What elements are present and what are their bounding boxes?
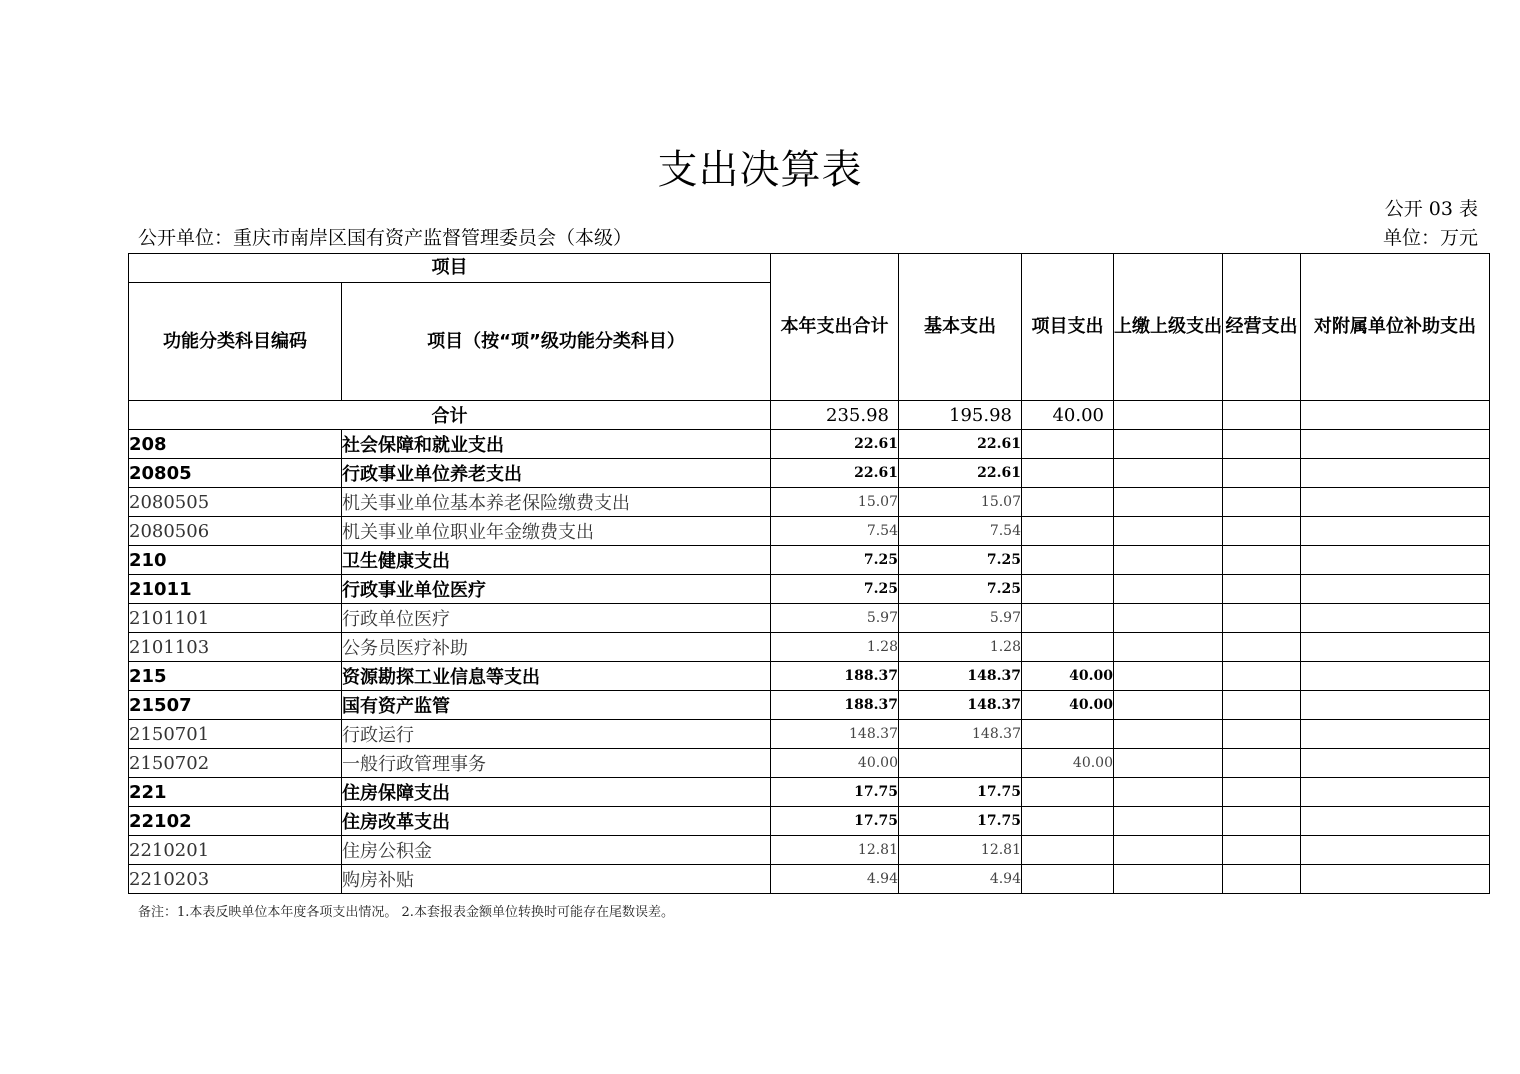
row-business [1223,807,1301,836]
table-row [129,546,1490,575]
total-label: 合计 [129,401,771,430]
header-basic: 基本支出 [899,254,1022,401]
row-name: 社会保障和就业支出 [342,430,771,459]
row-name: 机关事业单位职业年金缴费支出 [342,517,771,546]
row-business [1223,749,1301,778]
row-code: 2080506 [129,517,342,546]
row-business [1223,604,1301,633]
row-code: 215 [129,662,342,691]
row-basic [899,749,1022,778]
row-project [1022,459,1114,488]
row-name: 资源勘探工业信息等支出 [342,662,771,691]
header-code: 功能分类科目编码 [129,283,342,401]
row-project [1022,836,1114,865]
row-total: 188.37 [771,691,899,720]
row-code: 2101101 [129,604,342,633]
row-basic: 17.75 [899,778,1022,807]
row-project [1022,604,1114,633]
reporting-unit: 公开单位：重庆市南岸区国有资产监督管理委员会（本级） [138,227,633,249]
row-upper [1114,604,1223,633]
table-row [129,691,1490,720]
row-project [1022,546,1114,575]
row-total: 22.61 [771,459,899,488]
total-basic: 195.98 [899,401,1022,430]
row-basic: 22.61 [899,430,1022,459]
row-project: 40.00 [1022,749,1114,778]
row-name: 住房公积金 [342,836,771,865]
row-total: 148.37 [771,720,899,749]
row-name: 行政事业单位养老支出 [342,459,771,488]
row-name: 一般行政管理事务 [342,749,771,778]
row-subsidy [1301,604,1490,633]
row-basic: 148.37 [899,691,1022,720]
row-basic: 7.25 [899,575,1022,604]
row-upper [1114,662,1223,691]
row-project [1022,517,1114,546]
row-total: 7.25 [771,575,899,604]
row-total: 17.75 [771,778,899,807]
row-basic: 148.37 [899,720,1022,749]
table-row [129,575,1490,604]
row-code: 20805 [129,459,342,488]
table-row [129,430,1490,459]
row-total: 22.61 [771,430,899,459]
row-upper [1114,488,1223,517]
row-business [1223,430,1301,459]
table-row [129,633,1490,662]
row-total: 12.81 [771,836,899,865]
row-business [1223,633,1301,662]
row-name: 住房改革支出 [342,807,771,836]
row-name: 行政单位医疗 [342,604,771,633]
table-row [129,749,1490,778]
row-code: 2150701 [129,720,342,749]
row-business [1223,778,1301,807]
row-business [1223,836,1301,865]
row-basic: 12.81 [899,836,1022,865]
row-upper [1114,865,1223,894]
row-upper [1114,633,1223,662]
row-subsidy [1301,807,1490,836]
row-business [1223,575,1301,604]
header-name: 项目（按“项”级功能分类科目） [342,283,771,401]
row-subsidy [1301,749,1490,778]
header-total: 本年支出合计 [771,254,899,401]
total-subsidy [1301,401,1490,430]
table-row [129,836,1490,865]
row-upper [1114,575,1223,604]
row-name: 行政事业单位医疗 [342,575,771,604]
page-title: 支出决算表 [657,147,863,193]
row-business [1223,459,1301,488]
row-subsidy [1301,691,1490,720]
table-row [129,720,1490,749]
header-subsidy: 对附属单位补助支出 [1301,254,1490,401]
total-business [1223,401,1301,430]
table-row [129,865,1490,894]
expenditure-table [128,253,1490,894]
header-business: 经营支出 [1223,254,1301,401]
row-total: 5.97 [771,604,899,633]
row-name: 卫生健康支出 [342,546,771,575]
row-total: 40.00 [771,749,899,778]
row-code: 2080505 [129,488,342,517]
row-project [1022,865,1114,894]
row-project [1022,633,1114,662]
row-upper [1114,430,1223,459]
row-subsidy [1301,720,1490,749]
row-code: 2150702 [129,749,342,778]
total-project: 40.00 [1022,401,1114,430]
header-upper: 上缴上级支出 [1114,254,1223,401]
row-total: 7.25 [771,546,899,575]
row-code: 22102 [129,807,342,836]
row-basic: 22.61 [899,459,1022,488]
row-total: 17.75 [771,807,899,836]
row-upper [1114,749,1223,778]
row-code: 208 [129,430,342,459]
row-code: 2210201 [129,836,342,865]
row-basic: 148.37 [899,662,1022,691]
row-total: 7.54 [771,517,899,546]
table-row [129,488,1490,517]
row-basic: 7.25 [899,546,1022,575]
footnote: 备注：1.本表反映单位本年度各项支出情况。 2.本套报表金额单位转换时可能存在尾数误差。 [138,905,674,920]
row-code: 21507 [129,691,342,720]
row-business [1223,488,1301,517]
row-subsidy [1301,778,1490,807]
row-business [1223,691,1301,720]
row-upper [1114,720,1223,749]
row-business [1223,865,1301,894]
row-project [1022,720,1114,749]
row-name: 公务员医疗补助 [342,633,771,662]
row-project: 40.00 [1022,691,1114,720]
row-subsidy [1301,575,1490,604]
header-project-group: 项目 [129,254,771,283]
row-name: 机关事业单位基本养老保险缴费支出 [342,488,771,517]
row-subsidy [1301,662,1490,691]
row-project [1022,807,1114,836]
row-basic: 5.97 [899,604,1022,633]
row-basic: 17.75 [899,807,1022,836]
table-row [129,517,1490,546]
row-upper [1114,691,1223,720]
row-upper [1114,517,1223,546]
row-code: 2210203 [129,865,342,894]
row-basic: 4.94 [899,865,1022,894]
total-upper [1114,401,1223,430]
table-row [129,459,1490,488]
row-name: 购房补贴 [342,865,771,894]
row-code: 210 [129,546,342,575]
row-name: 行政运行 [342,720,771,749]
row-project [1022,575,1114,604]
row-subsidy [1301,546,1490,575]
row-subsidy [1301,865,1490,894]
row-project: 40.00 [1022,662,1114,691]
row-subsidy [1301,459,1490,488]
row-name: 住房保障支出 [342,778,771,807]
row-project [1022,778,1114,807]
table-row [129,604,1490,633]
row-subsidy [1301,836,1490,865]
row-business [1223,546,1301,575]
row-basic: 1.28 [899,633,1022,662]
total-row [129,401,1490,430]
row-subsidy [1301,488,1490,517]
row-upper [1114,807,1223,836]
row-upper [1114,836,1223,865]
row-code: 221 [129,778,342,807]
row-basic: 15.07 [899,488,1022,517]
table-row [129,662,1490,691]
row-upper [1114,546,1223,575]
row-total: 188.37 [771,662,899,691]
row-subsidy [1301,517,1490,546]
form-number: 公开 03 表 [1384,198,1478,220]
row-subsidy [1301,430,1490,459]
row-name: 国有资产监管 [342,691,771,720]
table-row [129,778,1490,807]
row-total: 15.07 [771,488,899,517]
row-code: 21011 [129,575,342,604]
row-project [1022,430,1114,459]
row-upper [1114,778,1223,807]
total-amount: 235.98 [771,401,899,430]
header-project: 项目支出 [1022,254,1114,401]
row-business [1223,517,1301,546]
row-total: 1.28 [771,633,899,662]
table-row [129,807,1490,836]
row-business [1223,720,1301,749]
row-project [1022,488,1114,517]
row-subsidy [1301,633,1490,662]
row-business [1223,662,1301,691]
currency-unit: 单位：万元 [1382,227,1478,249]
row-code: 2101103 [129,633,342,662]
row-upper [1114,459,1223,488]
row-basic: 7.54 [899,517,1022,546]
row-total: 4.94 [771,865,899,894]
